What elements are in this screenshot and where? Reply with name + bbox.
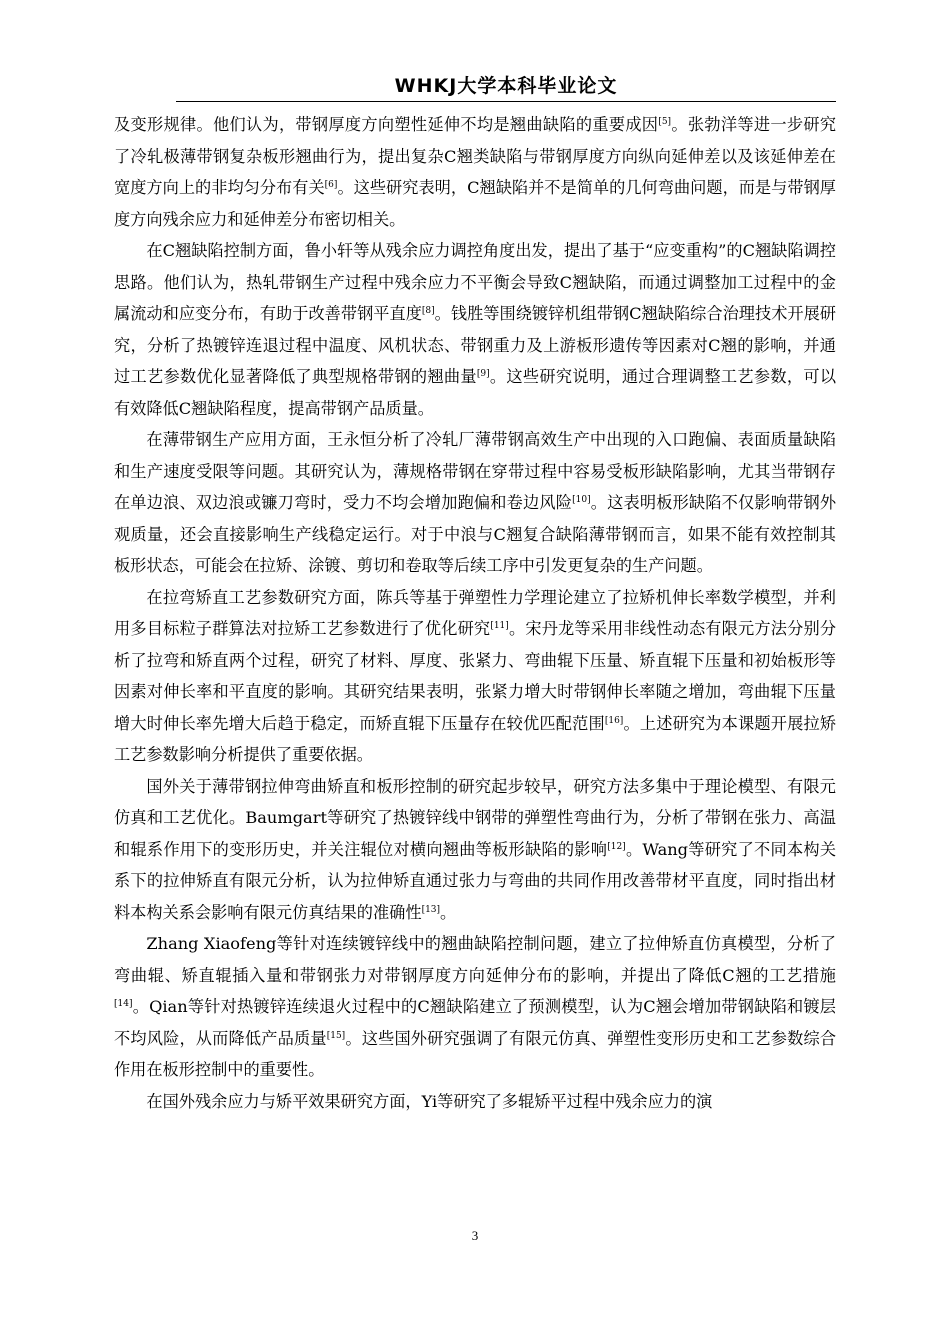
body-text <box>114 109 836 1117</box>
paragraph <box>114 582 836 771</box>
citation-ref: [15] <box>326 1030 346 1041</box>
text-run: 。钱胜等围绕镀锌机组带钢C翘缺陷综合治理技术开展研究，分析了热镀锌连退过程中温度、风机状态、带钢重力及上游板形遗传等因素对C翘的影响，并通过工艺参数优化显著降低了典型规格带钢的翘曲量 <box>114 304 836 386</box>
text-run: 。 <box>440 902 457 922</box>
citation-ref: [13] <box>421 904 441 915</box>
paragraph <box>114 424 836 582</box>
citation-ref: [11] <box>490 621 509 631</box>
page-header-title: WHKJ大学本科毕业论文 <box>394 75 618 97</box>
paragraph <box>114 1086 836 1118</box>
text-run: Zhang Xiaofeng等针对连续镀锌线中的翘曲缺陷控制问题，建立了拉伸矫直仿真模型，分析了弯曲辊、矫直辊插入量和带钢张力对带钢厚度方向延伸分布的影响，并提出了降低C翘的工艺措施 <box>114 934 836 985</box>
citation-ref: [9] <box>476 369 490 379</box>
text-run: 。这表明板形缺陷不仅影响带钢外观质量，还会直接影响生产线稳定运行。对于中浪与C翘复合缺陷薄带钢而言，如果不能有效控制其板形状态，可能会在拉矫、涂镀、剪切和卷取等后续工序中引发更复杂的生产问题。 <box>114 493 837 575</box>
citation-ref: [12] <box>607 841 626 852</box>
text-run: 。这些研究表明，C翘缺陷并不是简单的几何弯曲问题，而是与带钢厚度方向残余应力和延伸差分布密切相关。 <box>114 178 836 229</box>
paragraph <box>114 235 836 424</box>
paragraph <box>114 109 836 235</box>
text-run: 在国外残余应力与矫平效果研究方面，Yi等研究了多辊矫平过程中残余应力的演 <box>146 1091 713 1111</box>
citation-ref: [14] <box>114 999 133 1009</box>
text-run: 。宋丹龙等采用非线性动态有限元方法分别分析了拉弯和矫直两个过程，研究了材料、厚度、张紧力、弯曲辊下压量、矫直辊下压量和初始板形等因素对伸长率和平直度的影响。其研究结果表明，张紧力增大时带钢伸长率随之增加，弯曲辊下压量增大时伸长率先增大后趋于稳定，而矫直辊下压量存在较优匹配范围 <box>114 619 837 733</box>
text-run: 在拉弯矫直工艺参数研究方面，陈兵等基于弹塑性力学理论建立了拉矫机伸长率数学模型，并利用多目标粒子群算法对拉矫工艺参数进行了优化研究 <box>114 587 836 638</box>
paragraph <box>114 771 836 929</box>
text-run: 。Qian等针对热镀锌连续退火过程中的C翘缺陷建立了预测模型，认为C翘会增加带钢缺陷和镀层不均风险，从而降低产品质量 <box>114 997 836 1048</box>
text-run: 。这些国外研究强调了有限元仿真、弹塑性变形历史和工艺参数综合作用在板形控制中的重要性。 <box>114 1028 837 1079</box>
text-run: 在薄带钢生产应用方面，王永恒分析了冷轧厂薄带钢高效生产中出现的入口跑偏、表面质量缺陷和生产速度受限等问题。其研究认为，薄规格带钢在穿带过程中容易受板形缺陷影响，尤其当带钢存在单边浪、双边浪或镰刀弯时，受力不均会增加跑偏和卷边风险 <box>114 430 836 512</box>
paragraph <box>114 928 836 1086</box>
page-number: 3 <box>471 1228 479 1243</box>
text-run: 。张勃洋等进一步研究了冷轧极薄带钢复杂板形翘曲行为，提出复杂C翘类缺陷与带钢厚度方向纵向延伸差以及该延伸差在宽度方向上的非均匀分布有关 <box>114 115 837 197</box>
text-run: 国外关于薄带钢拉伸弯曲矫直和板形控制的研究起步较早，研究方法多集中于理论模型、有限元仿真和工艺优化。Baumgart等研究了热镀锌线中钢带的弹塑性弯曲行为，分析了带钢在张力、高温和辊系作用下的变形历史，并关注辊位对横向翘曲等板形缺陷的影响 <box>114 776 836 859</box>
text-run: 在C翘缺陷控制方面，鲁小轩等从残余应力调控角度出发，提出了基于“应变重构”的C翘缺陷调控思路。他们认为，热轧带钢生产过程中残余应力不平衡会导致C翘缺陷，而通过调整加工过程中的金属流动和应变分布，有助于改善带钢平直度 <box>114 241 836 323</box>
text-run: 。这些研究说明，通过合理调整工艺参数，可以有效降低C翘缺陷程度，提高带钢产品质量。 <box>114 367 837 418</box>
text-run: 。上述研究为本课题开展拉矫工艺参数影响分析提供了重要依据。 <box>114 713 837 764</box>
header-rule <box>176 101 836 102</box>
citation-ref: [6] <box>324 180 338 190</box>
text-run: 。Wang等研究了不同本构关系下的拉伸矫直有限元分析，认为拉伸矫直通过张力与弯曲的共同作用改善带材平直度，同时指出材料本构关系会影响有限元仿真结果的准确性 <box>114 839 837 922</box>
text-run: 及变形规律。他们认为，带钢厚度方向塑性延伸不均是翘曲缺陷的重要成因 <box>114 115 659 134</box>
citation-ref: [5] <box>658 117 672 127</box>
citation-ref: [8] <box>421 306 435 316</box>
citation-ref: [16] <box>604 715 624 726</box>
citation-ref: [10] <box>572 495 591 505</box>
